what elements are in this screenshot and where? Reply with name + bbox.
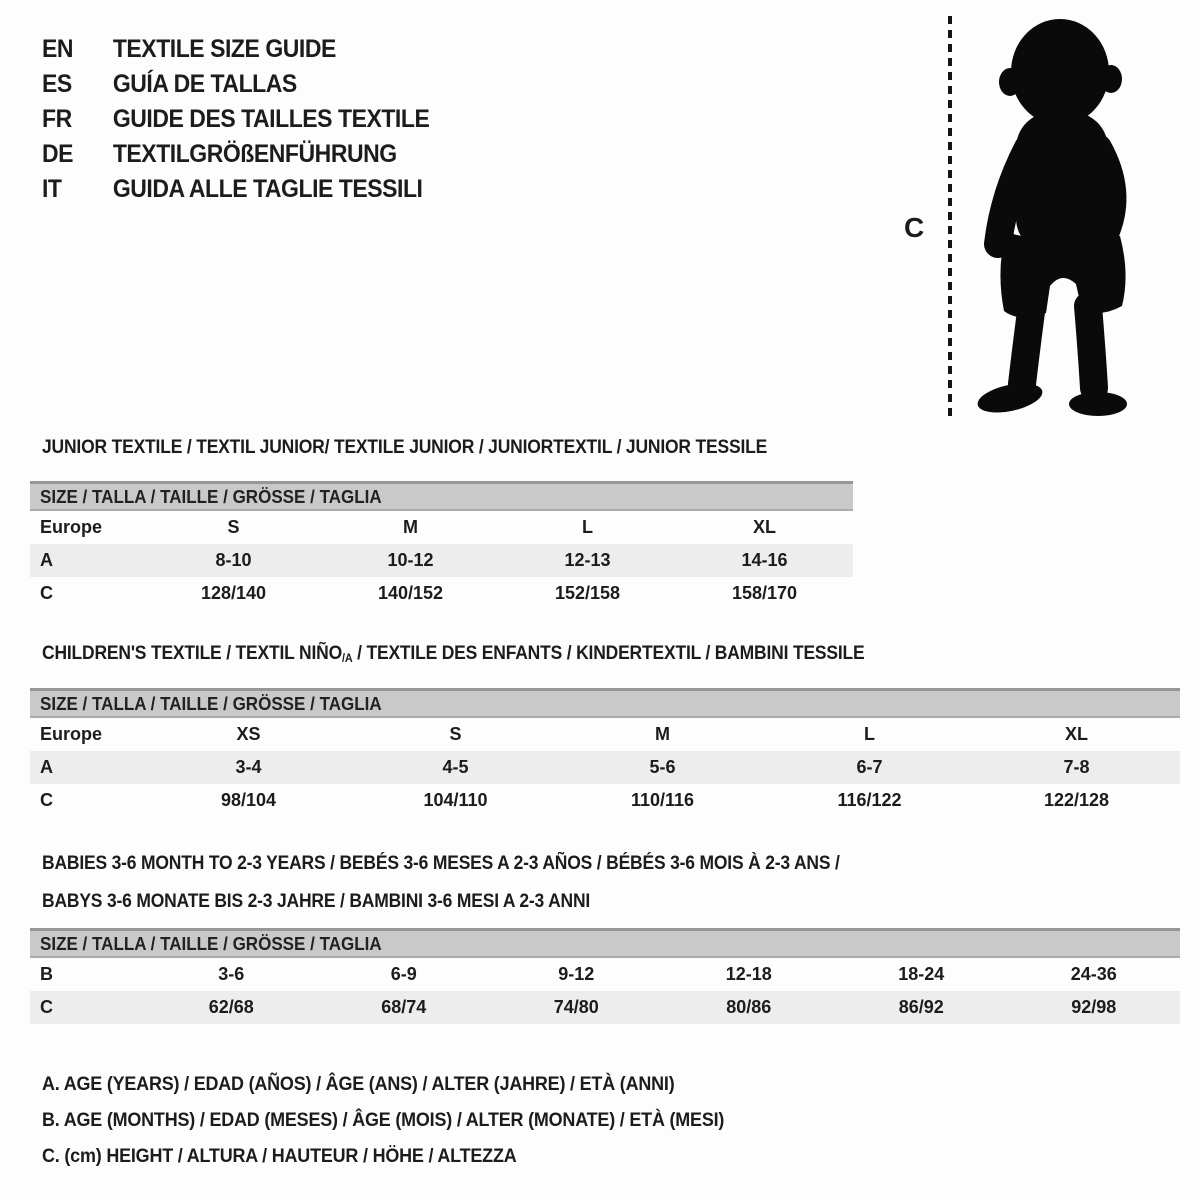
language-title: TEXTILE SIZE GUIDE xyxy=(112,35,336,63)
language-title: GUIDE DES TAILLES TEXTILE xyxy=(112,105,430,133)
height-cell: 140/152 xyxy=(377,583,444,603)
age-cell: 6-7 xyxy=(856,757,883,777)
age-cell: 5-6 xyxy=(649,757,676,777)
language-code: IT xyxy=(42,175,62,203)
children-age-row xyxy=(30,751,1180,784)
height-cell: 86/92 xyxy=(898,997,944,1017)
size-cell: XS xyxy=(236,724,261,744)
height-cell: 74/80 xyxy=(553,997,599,1017)
age-cell: 4-5 xyxy=(442,757,469,777)
age-cell: 10-12 xyxy=(387,550,434,570)
babies-height-row xyxy=(30,991,1180,1024)
months-cell: 12-18 xyxy=(725,964,772,984)
row-label: C xyxy=(40,790,53,810)
children-title-subscript: /A xyxy=(341,651,353,665)
babies-size-table xyxy=(30,928,1180,1024)
months-cell: 6-9 xyxy=(390,964,417,984)
height-cell: 98/104 xyxy=(220,790,277,810)
babies-months-row xyxy=(30,958,1180,991)
height-cell: 158/170 xyxy=(731,583,798,603)
children-section-title xyxy=(42,642,865,668)
age-cell: 7-8 xyxy=(1063,757,1090,777)
region-label: Europe xyxy=(40,517,103,537)
children-title-suffix: / TEXTILE DES ENFANTS / KINDERTEXTIL / BAMBINI TESSILE xyxy=(352,643,865,664)
size-header-label: SIZE / TALLA / TAILLE / GRÖSSE / TAGLIA xyxy=(40,932,382,954)
row-label: A xyxy=(40,757,53,777)
height-cell: 128/140 xyxy=(200,583,267,603)
size-header-bar xyxy=(30,481,853,511)
months-cell: 24-36 xyxy=(1070,964,1117,984)
babies-title-line1: BABIES 3-6 MONTH TO 2-3 YEARS / BEBÉS 3-6 MESES A 2-3 AÑOS / BÉBÉS 3-6 MOIS À 2-3 ANS / xyxy=(42,853,840,874)
height-cell: 68/74 xyxy=(381,997,427,1017)
children-size-table xyxy=(30,688,1180,817)
height-cell: 104/110 xyxy=(423,790,488,810)
legend-line-b: B. AGE (MONTHS) / EDAD (MESES) / ÂGE (MOIS) / ALTER (MONATE) / ETÀ (MESI) xyxy=(42,1108,725,1131)
size-header-bar xyxy=(30,688,1180,718)
age-cell: 3-4 xyxy=(235,757,262,777)
language-code: ES xyxy=(42,70,72,98)
age-cell: 8-10 xyxy=(215,550,252,570)
row-label: B xyxy=(40,964,53,984)
size-cell: L xyxy=(864,724,875,744)
row-label: C xyxy=(40,997,53,1017)
size-cell: XL xyxy=(752,517,776,537)
babies-section-title xyxy=(42,845,909,921)
language-code: FR xyxy=(42,105,72,133)
height-cell: 62/68 xyxy=(208,997,254,1017)
size-cell: S xyxy=(449,724,462,744)
legend-line-a: A. AGE (YEARS) / EDAD (AÑOS) / ÂGE (ANS) / ALTER (JAHRE) / ETÀ (ANNI) xyxy=(42,1072,675,1095)
region-label: Europe xyxy=(40,724,103,744)
months-cell: 18-24 xyxy=(898,964,945,984)
height-cell: 152/158 xyxy=(554,583,621,603)
age-cell: 12-13 xyxy=(564,550,611,570)
language-title-block xyxy=(42,32,463,207)
size-cell: M xyxy=(655,724,670,744)
row-label: C xyxy=(40,583,53,603)
language-title: GUIDA ALLE TAGLIE TESSILI xyxy=(112,175,423,203)
size-cell: M xyxy=(403,517,418,537)
months-cell: 3-6 xyxy=(218,964,245,984)
junior-height-row xyxy=(30,577,853,610)
size-header-bar xyxy=(30,928,1180,958)
language-row-it xyxy=(42,172,429,207)
height-cell: 110/116 xyxy=(630,790,695,810)
age-cell: 14-16 xyxy=(741,550,788,570)
junior-size-table xyxy=(30,481,853,610)
babies-title-line2: BABYS 3-6 MONATE BIS 2-3 JAHRE / BAMBINI 3-6 MESI A 2-3 ANNI xyxy=(42,891,591,912)
language-row-fr xyxy=(42,102,429,137)
junior-age-row xyxy=(30,544,853,577)
language-row-en xyxy=(42,32,429,67)
size-cell: XL xyxy=(1064,724,1088,744)
children-height-row xyxy=(30,784,1180,817)
language-title: TEXTILGRÖßENFÜHRUNG xyxy=(112,140,397,168)
toddler-silhouette-icon xyxy=(972,16,1147,416)
height-cell: 122/128 xyxy=(1043,790,1110,810)
children-title-prefix: CHILDREN'S TEXTILE / TEXTIL NIÑO xyxy=(42,643,342,664)
language-row-es xyxy=(42,67,429,102)
size-header-label: SIZE / TALLA / TAILLE / GRÖSSE / TAGLIA xyxy=(40,692,382,714)
row-label: A xyxy=(40,550,53,570)
junior-section-title: JUNIOR TEXTILE / TEXTIL JUNIOR/ TEXTILE JUNIOR / JUNIORTEXTIL / JUNIOR TESSILE xyxy=(42,437,768,458)
legend-line-c: C. (cm) HEIGHT / ALTURA / HAUTEUR / HÖHE / ALTEZZA xyxy=(42,1144,517,1167)
size-header-label: SIZE / TALLA / TAILLE / GRÖSSE / TAGLIA xyxy=(40,485,382,507)
size-cell: S xyxy=(227,517,240,537)
language-code: EN xyxy=(42,35,74,63)
height-cell: 92/98 xyxy=(1071,997,1117,1017)
junior-sizes-row xyxy=(30,511,853,544)
height-measure-dashed-line xyxy=(948,16,952,416)
size-cell: L xyxy=(582,517,593,537)
language-title: GUÍA DE TALLAS xyxy=(112,70,297,98)
height-cell: 116/122 xyxy=(837,790,902,810)
legend-block xyxy=(42,1066,784,1174)
language-code: DE xyxy=(42,140,74,168)
height-cell: 80/86 xyxy=(726,997,772,1017)
children-sizes-row xyxy=(30,718,1180,751)
height-measure-label: C xyxy=(904,212,925,243)
language-row-de xyxy=(42,137,429,172)
months-cell: 9-12 xyxy=(558,964,595,984)
